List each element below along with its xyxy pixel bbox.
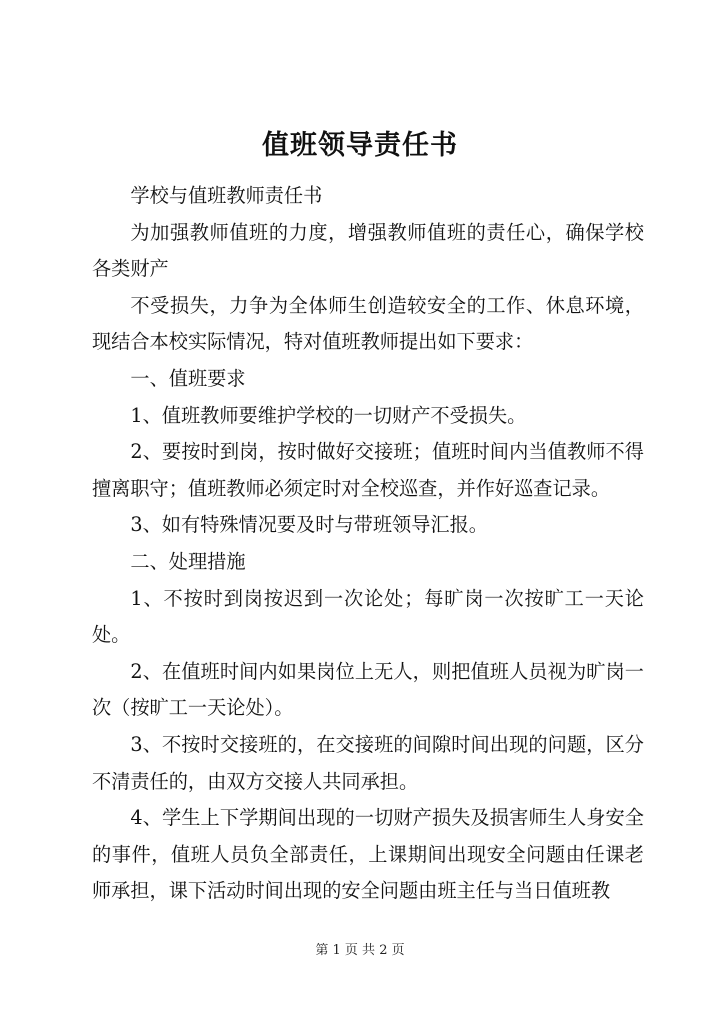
page-footer: 第 1 页 共 2 页 [315,943,405,958]
paragraph: 4、学生上下学期间出现的一切财产损失及损害师生人身安全的事件，值班人员负全部责任，上课期间出现安全问题由任课老师承担，课下活动时间出现的安全问题由班主任与当日值班教 [92,806,644,903]
paragraph: 2、在值班时间内如果岗位上无人，则把值班人员视为旷岗一次（按旷工一天论处）。 [92,659,644,720]
paragraph: 一、值班要求 [130,366,246,390]
document-body [92,178,644,910]
paragraph: 1、值班教师要维护学校的一切财产不受损失。 [130,403,527,427]
paragraph: 二、处理措施 [130,549,246,573]
paragraph: 3、不按时交接班的，在交接班的间隙时间出现的问题，区分不清责任的，由双方交接人共同承担。 [92,732,644,793]
paragraph: 为加强教师值班的力度，增强教师值班的责任心，确保学校各类财产 [92,220,644,281]
paragraph: 1、不按时到岗按迟到一次论处；每旷岗一次按旷工一天论处。 [92,586,644,647]
paragraph: 学校与值班教师责任书 [130,184,323,207]
paragraph: 3、如有特殊情况要及时与带班领导汇报。 [130,513,488,537]
document-title: 值班领导责任书 [262,130,458,161]
paragraph: 不受损失，力争为全体师生创造较安全的工作、休息环境，现结合本校实际情况，特对值班教师提出如下要求： [92,293,644,354]
paragraph: 2、要按时到岗，按时做好交接班；值班时间内当值教师不得擅离职守；值班教师必须定时对全校巡查，并作好巡查记录。 [92,440,644,500]
